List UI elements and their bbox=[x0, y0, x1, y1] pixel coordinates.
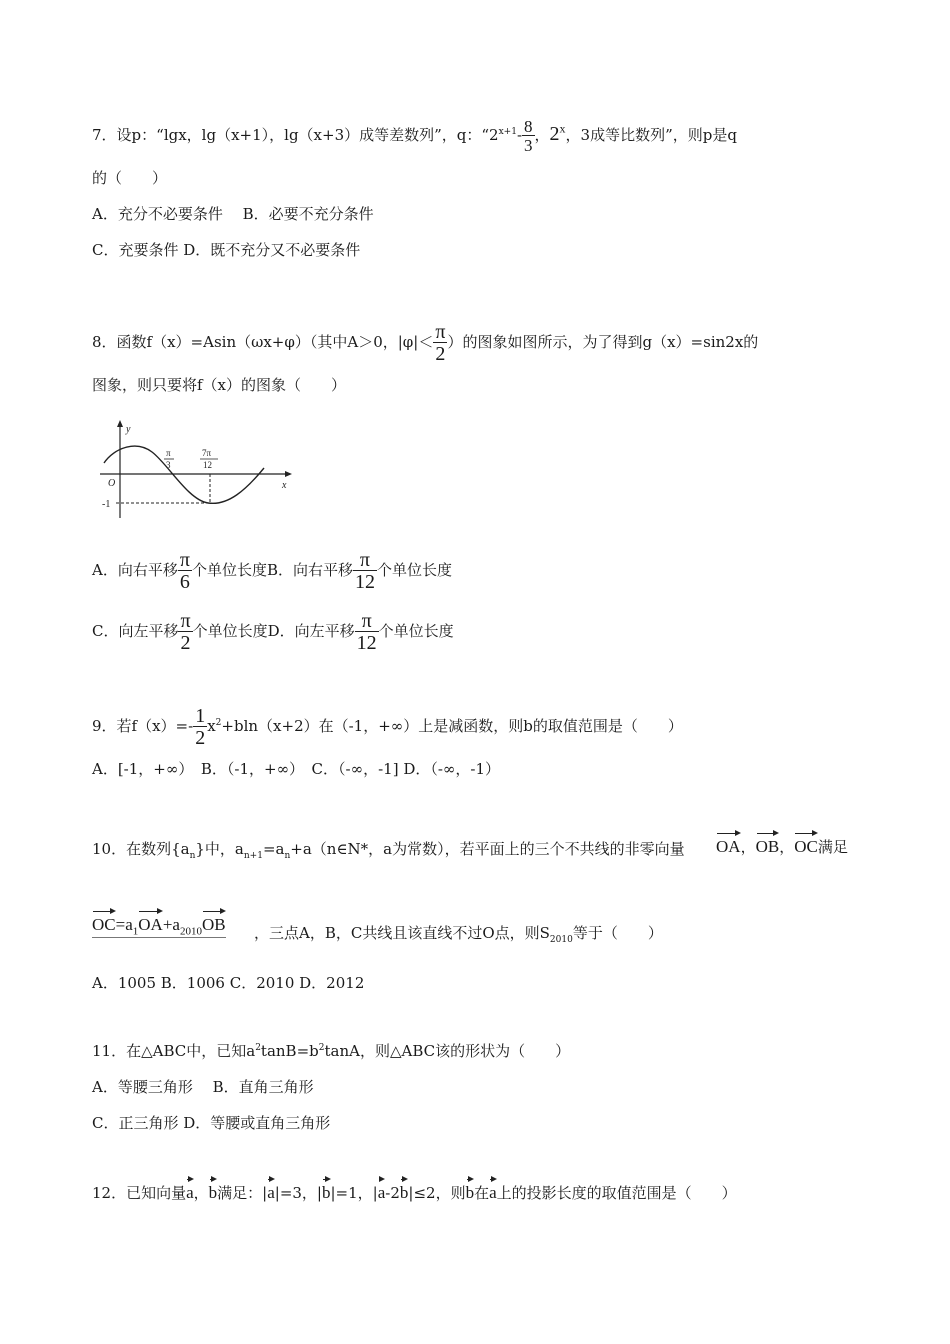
q8-pi: π bbox=[435, 321, 446, 343]
eq-vector-oa: OA bbox=[138, 908, 163, 933]
q8-optB-pi: π bbox=[359, 549, 371, 571]
q7-frac-den: 3 bbox=[524, 136, 533, 155]
q12-abs-a: a bbox=[267, 1176, 275, 1201]
eq-plus: +a bbox=[162, 915, 180, 934]
minus-one-label: -1 bbox=[102, 499, 111, 510]
q12-diff-a: a bbox=[378, 1176, 386, 1201]
q10-sub-n: n bbox=[189, 851, 196, 861]
q10-sub-n1: n+1 bbox=[243, 851, 263, 861]
q9-line1 bbox=[92, 706, 683, 748]
q7-fraction bbox=[522, 118, 535, 154]
q8-optB-fraction bbox=[353, 550, 377, 592]
q8-optC-den: 2 bbox=[178, 631, 192, 653]
q12-diff-b: b bbox=[400, 1176, 409, 1201]
q12-vector-b: b bbox=[209, 1176, 218, 1201]
origin-label: O bbox=[108, 478, 116, 489]
q8-pi-over-2 bbox=[433, 322, 447, 364]
q7-line2: 的（ ） bbox=[92, 169, 168, 187]
x-axis-arrow bbox=[285, 471, 292, 477]
q8-optD-pi: π bbox=[361, 610, 372, 632]
q11-line1 bbox=[92, 1044, 570, 1059]
q11-sup1: 2 bbox=[255, 1043, 261, 1053]
q12-proj-b: b bbox=[466, 1176, 475, 1201]
q9-fraction bbox=[193, 706, 207, 748]
q11-sup2: 2 bbox=[318, 1043, 325, 1053]
q12-text-5: -2 bbox=[385, 1184, 400, 1202]
q8-optC-fraction bbox=[178, 611, 192, 653]
q10-sep2: ， bbox=[779, 838, 795, 856]
q8-optA-pi: π bbox=[179, 549, 190, 571]
vector-oc: OC bbox=[794, 830, 818, 855]
q11-text-c: tanA，则△ABC该的形状为（ ） bbox=[324, 1042, 571, 1060]
q12-line1 bbox=[92, 1176, 737, 1202]
vector-ob: OB bbox=[756, 830, 780, 855]
q12-text-2: 满足：| bbox=[217, 1184, 268, 1202]
q9-text-a: 9．若f（x）=- bbox=[92, 717, 194, 735]
q9-options: A．[-1，+∞） B．（-1，+∞） C．（-∞，-1] D．（-∞，-1） bbox=[92, 760, 501, 778]
tick1-den: 3 bbox=[166, 460, 171, 470]
q11-text-a: 11．在△ABC中，已知a bbox=[92, 1042, 256, 1060]
q10-line2 bbox=[254, 924, 663, 945]
q9-text-c: +bln（x+2）在（-1，+∞）上是减函数，则b的取值范围是（ ） bbox=[221, 717, 683, 735]
sine-curve bbox=[104, 446, 264, 503]
q8-line1 bbox=[92, 322, 758, 364]
q8-line2: 图象，则只要将f（x）的图象（ ） bbox=[92, 376, 347, 394]
q8-optA-text: A．向右平移 bbox=[92, 561, 178, 579]
vector-oa: OA bbox=[716, 830, 741, 855]
q10-text-d: +a（n∈N*，a为常数），若平面上的三个不共线的非零向量 bbox=[290, 840, 685, 858]
q10-line2-sub: 2010 bbox=[549, 935, 573, 945]
q12-proj-a: a bbox=[489, 1176, 497, 1201]
q12-text-6: |≤2，则 bbox=[408, 1184, 466, 1202]
q10-text-c: =a bbox=[262, 840, 285, 858]
q12-text-8: 上的投影长度的取值范围是（ ） bbox=[496, 1184, 737, 1202]
q8-optD-fraction bbox=[355, 611, 379, 653]
q7-frac-num: 8 bbox=[524, 117, 533, 136]
q10-line2-tail: 等于（ ） bbox=[572, 924, 663, 942]
q7-text-b: ，3成等比数列”，则p是q bbox=[565, 126, 737, 144]
q10-vectors bbox=[716, 830, 848, 857]
q10-sub-n2: n bbox=[284, 851, 291, 861]
eq-vector-oc: OC bbox=[92, 908, 116, 933]
q11-text-b: tanB=b bbox=[260, 1042, 319, 1060]
q10-sep1: ， bbox=[740, 838, 756, 856]
q10-equation bbox=[92, 908, 226, 938]
q11-options-ab: A．等腰三角形 B．直角三角形 bbox=[92, 1078, 314, 1096]
q10-line1 bbox=[92, 840, 685, 861]
q7-comma: ， bbox=[534, 126, 550, 144]
q8-two: 2 bbox=[433, 342, 447, 364]
eq-vector-ob: OB bbox=[202, 908, 226, 933]
y-axis-arrow bbox=[117, 420, 123, 427]
q9-frac-num: 1 bbox=[195, 705, 206, 727]
q11-options-cd: C．正三角形 D．等腰或直角三角形 bbox=[92, 1114, 331, 1132]
q7-options-ab: A．充分不必要条件 B．必要不充分条件 bbox=[92, 205, 374, 223]
q10-text-b: }中，a bbox=[195, 840, 244, 858]
q8-optD-tail: 个单位长度 bbox=[378, 622, 454, 640]
q8-options-cd bbox=[92, 611, 454, 653]
q7-two: 2 bbox=[549, 123, 560, 145]
q12-text-3: |=3，| bbox=[274, 1184, 322, 1202]
q7-text-a: 7．设p：“lgx，lg（x+1），lg（x+3）成等差数列”，q：“2 bbox=[92, 126, 499, 144]
q12-text-7: 在 bbox=[474, 1184, 490, 1202]
q8-optB-den: 12 bbox=[354, 571, 375, 593]
x-label: x bbox=[282, 480, 287, 491]
q9-frac-den: 2 bbox=[195, 727, 206, 749]
q8-function-graph bbox=[96, 418, 306, 528]
q8-optC-pi: π bbox=[180, 610, 191, 632]
q8-optD-den: 12 bbox=[356, 632, 377, 654]
q8-optB-text: 个单位长度B．向右平移 bbox=[191, 561, 353, 579]
tick1-num: π bbox=[166, 448, 171, 458]
q12-abs-b: b bbox=[322, 1176, 331, 1201]
q12-vector-a: a bbox=[186, 1176, 194, 1201]
q8-text-a: 8．函数f（x）=Asin（ωx+φ）（其中A＞0，|φ|＜ bbox=[92, 333, 434, 351]
q8-optA-den: 6 bbox=[178, 570, 192, 592]
q9-x: x bbox=[207, 717, 216, 735]
q7-minus: - bbox=[516, 126, 523, 144]
q8-optC-text: C．向左平移 bbox=[92, 622, 179, 640]
q7-power bbox=[550, 123, 566, 145]
q12-text-1: 12．已知向量 bbox=[92, 1184, 187, 1202]
q10-text-e: 满足 bbox=[817, 838, 848, 856]
q7-line1 bbox=[92, 118, 737, 154]
q8-options-ab bbox=[92, 550, 452, 592]
q12-comma: ， bbox=[193, 1184, 209, 1202]
y-label: y bbox=[126, 424, 131, 435]
eq-sub1: 1 bbox=[132, 925, 139, 938]
q7-two-sup: x bbox=[559, 121, 566, 136]
q8-optD-text: 个单位长度D．向左平移 bbox=[192, 622, 355, 640]
q10-options: A．1005 B．1006 C．2010 D．2012 bbox=[92, 974, 365, 992]
q8-optB-tail: 个单位长度 bbox=[376, 561, 452, 579]
q7-sup: x+1 bbox=[498, 127, 517, 137]
q12-text-4: |=1，| bbox=[330, 1184, 378, 1202]
eq-mid: =a bbox=[115, 915, 133, 934]
q8-text-b: ）的图象如图所示，为了得到g（x）=sin2x的 bbox=[447, 333, 759, 351]
tick2-den: 12 bbox=[203, 460, 212, 470]
q8-optA-fraction bbox=[178, 550, 192, 592]
q9-sup: 2 bbox=[215, 718, 222, 728]
q10-line2-text: ，三点A，B，C共线且该直线不过O点，则S bbox=[254, 924, 550, 942]
tick2-num: 7π bbox=[202, 448, 212, 458]
eq-sub2: 2010 bbox=[179, 925, 202, 938]
q7-options-cd: C．充要条件 D．既不充分又不必要条件 bbox=[92, 241, 361, 259]
q10-text-a: 10．在数列{a bbox=[92, 840, 190, 858]
